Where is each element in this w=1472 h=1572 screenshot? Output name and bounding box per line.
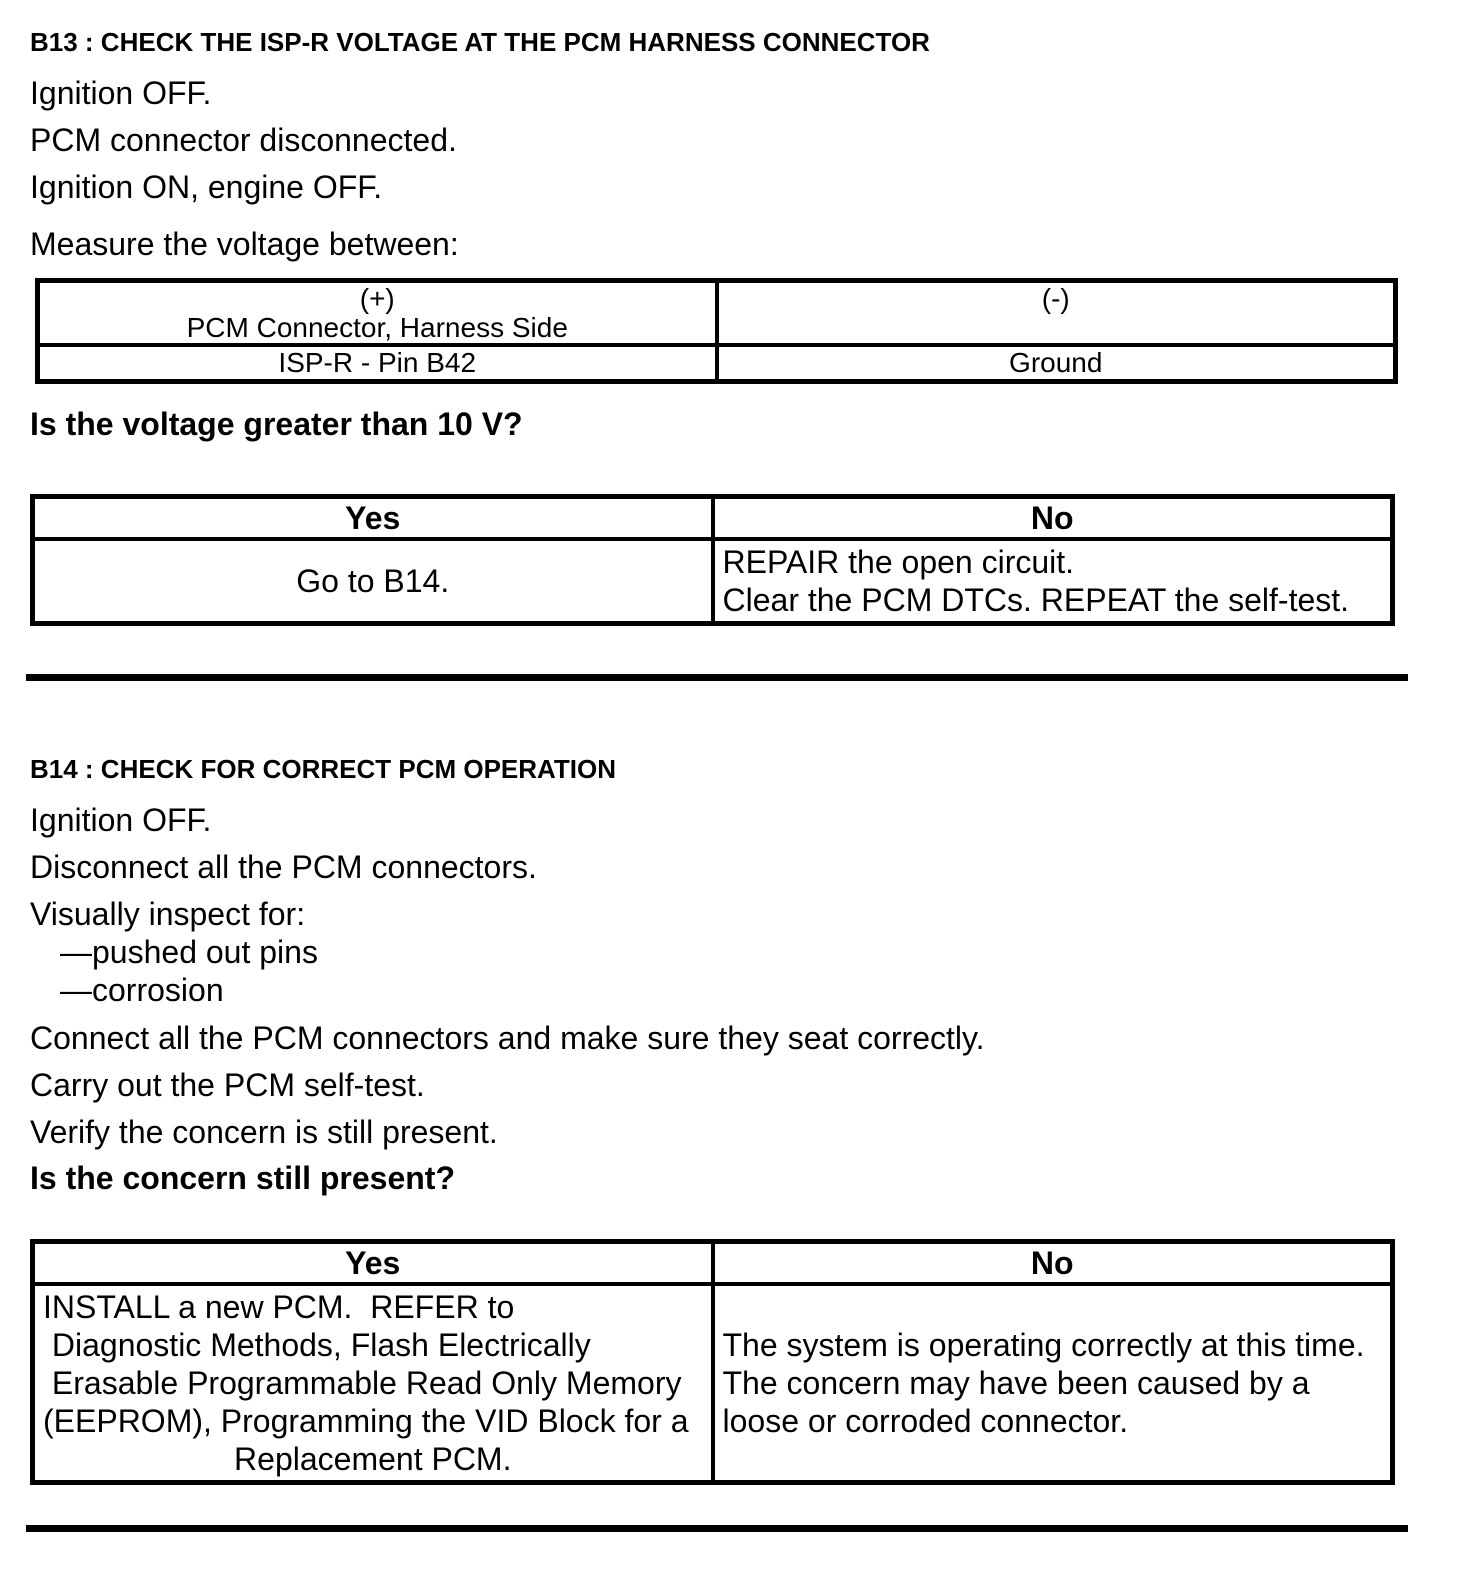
decision-table-header-row bbox=[33, 1242, 1393, 1285]
b14-no-result-line: The concern may have been caused by a bbox=[722, 1365, 1310, 1401]
no-header-cell: No bbox=[713, 1242, 1393, 1285]
positive-description: PCM Connector, Harness Side bbox=[186, 312, 568, 343]
positive-symbol: (+) bbox=[359, 283, 395, 314]
b14-heading: B14 : CHECK FOR CORRECT PCM OPERATION bbox=[30, 754, 616, 784]
b13-step-ignition-off: Ignition OFF. bbox=[30, 75, 212, 111]
b14-no-result-line: loose or corroded connector. bbox=[722, 1403, 1129, 1439]
yes-header-cell: Yes bbox=[33, 497, 713, 540]
b14-step-disconnect: Disconnect all the PCM connectors. bbox=[30, 849, 537, 885]
measure-positive-pin-cell: ISP-R - Pin B42 bbox=[38, 345, 717, 382]
b13-measurement-table bbox=[35, 278, 1398, 384]
yes-header-cell: Yes bbox=[33, 1242, 713, 1285]
b13-no-result-line: Clear the PCM DTCs. REPEAT the self-test. bbox=[722, 582, 1350, 618]
section-divider bbox=[26, 674, 1408, 681]
measure-negative-pin-cell: Ground bbox=[717, 345, 1396, 382]
decision-table-header-row bbox=[33, 497, 1393, 540]
b14-yes-result-line: Diagnostic Methods, Flash Electrically bbox=[43, 1327, 591, 1363]
negative-symbol: (-) bbox=[1041, 283, 1070, 314]
b14-yes-result-line: Replacement PCM. bbox=[234, 1441, 512, 1477]
b14-step-ignition-off: Ignition OFF. bbox=[30, 802, 212, 838]
b14-no-result-cell bbox=[713, 1284, 1393, 1483]
b13-step-ignition-on: Ignition ON, engine OFF. bbox=[30, 169, 383, 205]
b13-decision-table bbox=[30, 494, 1395, 626]
b13-question: Is the voltage greater than 10 V? bbox=[30, 406, 523, 442]
measure-positive-header-cell bbox=[38, 281, 717, 346]
b14-step-verify: Verify the concern is still present. bbox=[30, 1114, 498, 1150]
b13-yes-result-cell: Go to B14. bbox=[33, 539, 713, 624]
b14-yes-result-cell bbox=[33, 1284, 713, 1483]
b14-step-connect: Connect all the PCM connectors and make sure they seat correctly. bbox=[30, 1020, 985, 1056]
b13-no-result-line: REPAIR the open circuit. bbox=[722, 544, 1075, 580]
b13-step-measure-voltage: Measure the voltage between: bbox=[30, 226, 459, 262]
b14-yes-result-line: (EEPROM), Programming the VID Block for a bbox=[43, 1403, 689, 1439]
inspect-item-pushed-out-pins: —pushed out pins bbox=[60, 934, 318, 970]
measure-negative-header-cell bbox=[717, 281, 1396, 346]
b13-heading: B13 : CHECK THE ISP-R VOLTAGE AT THE PCM HARNESS CONNECTOR bbox=[30, 27, 930, 57]
b14-yes-result-line: INSTALL a new PCM. REFER to bbox=[43, 1289, 515, 1325]
b14-step-visually-inspect: Visually inspect for: bbox=[30, 896, 306, 932]
no-header-cell: No bbox=[713, 497, 1393, 540]
measurement-table-data-row bbox=[38, 345, 1396, 382]
b13-step-pcm-disconnected: PCM connector disconnected. bbox=[30, 122, 457, 158]
page-bottom-divider bbox=[26, 1525, 1408, 1532]
decision-table-result-row bbox=[33, 539, 1393, 624]
measurement-table-header-row bbox=[38, 281, 1396, 346]
decision-table-result-row bbox=[33, 1284, 1393, 1483]
b14-yes-result-line: Erasable Programmable Read Only Memory bbox=[43, 1365, 682, 1401]
section-b13 bbox=[30, 26, 1429, 626]
inspect-item-corrosion: —corrosion bbox=[60, 972, 224, 1008]
b14-decision-table bbox=[30, 1239, 1395, 1485]
b14-no-result-line: The system is operating correctly at this time. bbox=[722, 1327, 1365, 1363]
b14-step-self-test: Carry out the PCM self-test. bbox=[30, 1067, 425, 1103]
b13-no-result-cell bbox=[713, 539, 1393, 624]
section-b14 bbox=[30, 753, 1429, 1485]
b14-question: Is the concern still present? bbox=[30, 1160, 455, 1196]
